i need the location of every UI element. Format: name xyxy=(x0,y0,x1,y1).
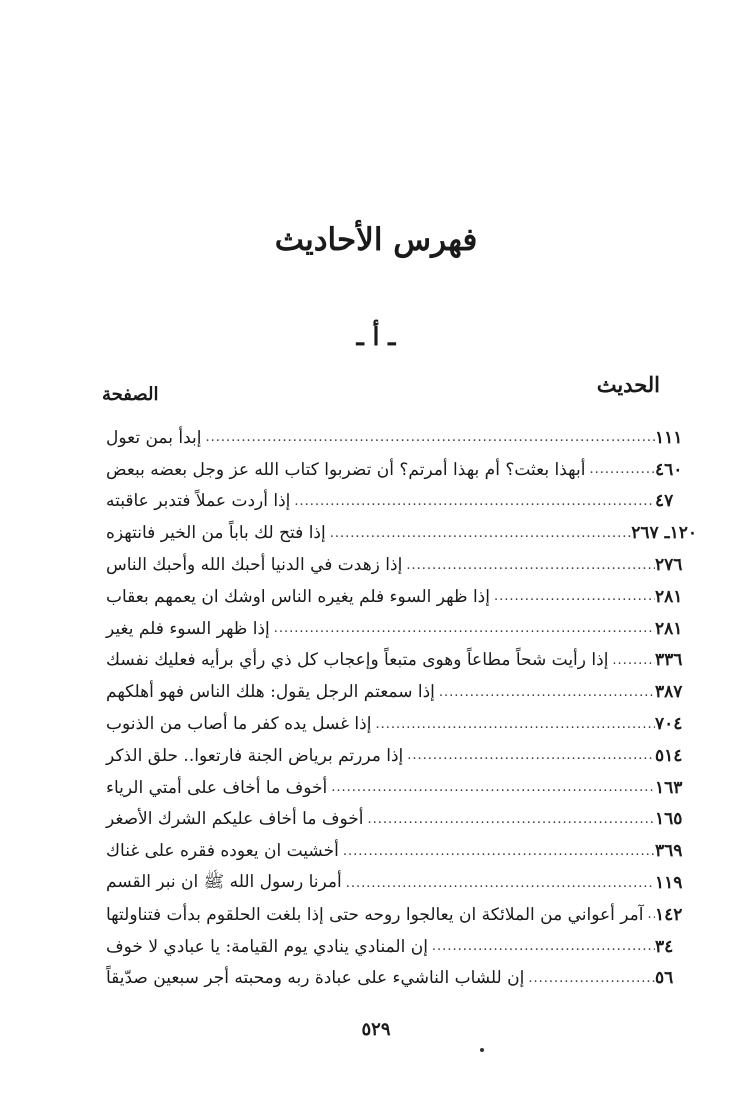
entry-page-number: ١١١ xyxy=(655,427,683,448)
leader-dots xyxy=(428,939,655,954)
leader-dots xyxy=(326,526,632,541)
page-number: ٥٢٩ xyxy=(361,1019,391,1040)
index-entry xyxy=(100,645,697,677)
entry-text: إن للشاب الناشيء على عبادة ربه ومحبته أجر سبعين صدّيقاً xyxy=(106,968,525,989)
index-entry xyxy=(100,708,697,740)
leader-dots xyxy=(201,430,655,445)
section-letter-heading: ـ أ ـ xyxy=(356,322,396,351)
entry-page-number: ٣٦٩ xyxy=(655,841,683,862)
leader-dots xyxy=(585,462,655,477)
index-entry xyxy=(100,581,697,613)
entry-page-number: ١٦٣ xyxy=(655,777,683,798)
entry-text: إن المنادي ينادي يوم القيامة: يا عبادي لا خوف xyxy=(106,936,428,957)
entry-page-number: ٥١٤ xyxy=(655,745,683,766)
index-entry xyxy=(100,517,697,549)
leader-dots xyxy=(643,907,655,922)
index-entry xyxy=(100,454,697,486)
entry-text: أخوف ما أخاف عليكم الشرك الأصغر xyxy=(106,809,364,830)
entry-text: أخشيت ان يعوده فقره على غناك xyxy=(106,841,339,862)
leader-dots xyxy=(371,717,655,732)
entry-page-number: ٥٦ xyxy=(655,968,674,989)
entry-page-number: ٢٨١ xyxy=(655,586,683,607)
entry-page-number: ٣٤ xyxy=(655,936,674,957)
entry-page-number: ١١٩ xyxy=(655,873,683,894)
entry-text: إذا ظهر السوء فلم يغير xyxy=(106,618,270,639)
entry-text: أخوف ما أخاف على أمتي الرياء xyxy=(106,777,328,798)
index-entry xyxy=(100,963,697,995)
page-column-header: الصفحة xyxy=(102,384,159,405)
hadith-index-list xyxy=(100,422,697,994)
index-entry xyxy=(100,549,697,581)
leader-dots xyxy=(339,844,655,859)
entry-page-number: ١٢٠ـ ٢٦٧ xyxy=(631,523,697,544)
print-dot xyxy=(480,1048,484,1052)
index-entry xyxy=(100,804,697,836)
index-entry xyxy=(100,486,697,518)
entry-text: إذا فتح لك باباً من الخير فانتهزه xyxy=(106,523,326,544)
leader-dots xyxy=(524,971,655,986)
index-entry xyxy=(100,422,697,454)
entry-text: إذا غسل يده كفر ما أصاب من الذنوب xyxy=(106,714,372,735)
leader-dots xyxy=(290,494,655,509)
entry-text: إذا ظهر السوء فلم يغيره الناس اوشك ان يعمهم بعقاب xyxy=(106,586,490,607)
entry-text: إذا رأيت شحاً مطاعاً وهوى متبعاً وإعجاب كل ذي رأي برأيه فعليك نفسك xyxy=(106,650,609,671)
entry-text: أبهذا بعثت؟ أم بهذا أمرتم؟ أن تضربوا كتاب الله عز وجل بعضه ببعض xyxy=(106,459,586,480)
entry-page-number: ٢٨١ xyxy=(655,618,683,639)
leader-dots xyxy=(342,876,655,891)
leader-dots xyxy=(490,589,655,604)
entry-text: أمرنا رسول الله ﷺ ان نبر القسم xyxy=(106,871,342,892)
entry-page-number: ٣٨٧ xyxy=(655,682,683,703)
index-entry xyxy=(100,772,697,804)
index-entry xyxy=(100,676,697,708)
entry-page-number: ٤٧ xyxy=(655,491,674,512)
leader-dots xyxy=(608,653,655,668)
entry-text: إذا سمعتم الرجل يقول: هلك الناس فهو أهلكهم xyxy=(106,682,435,703)
leader-dots xyxy=(327,780,655,795)
entry-page-number: ٧٠٤ xyxy=(655,714,683,735)
entry-page-number: ٣٣٦ xyxy=(655,650,683,671)
entry-text: آمر أعواني من الملائكة ان يعالجوا روحه حتى إذا بلغت الحلقوم بدأت فتناولتها xyxy=(106,904,644,925)
index-entry xyxy=(100,899,697,931)
entry-text: إذا أردت عملاً فتدبر عاقبته xyxy=(106,491,291,512)
entry-page-number: ١٦٥ xyxy=(655,809,683,830)
page-title: فهرس الأحاديث xyxy=(274,222,478,258)
entry-text: إذا زهدت في الدنيا أحبك الله وأحبك الناس xyxy=(106,555,403,576)
leader-dots xyxy=(363,812,655,827)
entry-text: إبدأ بمن تعول xyxy=(106,427,202,448)
leader-dots xyxy=(403,748,655,763)
index-entry xyxy=(100,835,697,867)
index-entry xyxy=(100,740,697,772)
entry-text: إذا مررتم برياض الجنة فارتعوا.. حلق الذكر xyxy=(106,745,404,766)
index-entry xyxy=(100,867,697,899)
leader-dots xyxy=(270,621,655,636)
leader-dots xyxy=(402,558,655,573)
index-entry xyxy=(100,613,697,645)
entry-page-number: ١٤٢ xyxy=(655,904,683,925)
entry-page-number: ٤٦٠ xyxy=(655,459,683,480)
entry-page-number: ٢٧٦ xyxy=(655,555,683,576)
index-entry xyxy=(100,931,697,963)
hadith-column-header: الحديث xyxy=(596,372,660,397)
leader-dots xyxy=(435,685,655,700)
